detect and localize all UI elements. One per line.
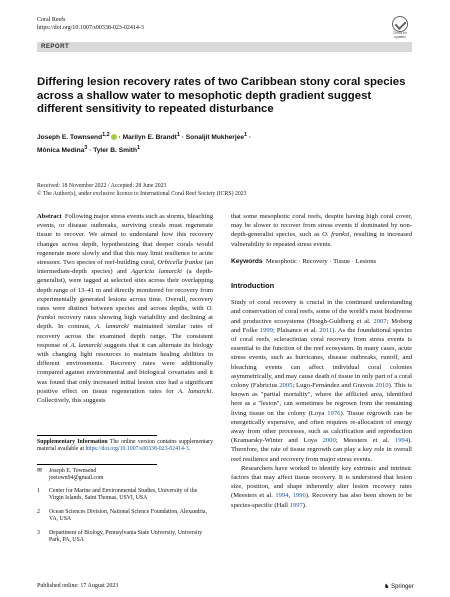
abstract-text: . Collectively, this suggests [37, 387, 213, 405]
supplementary-label: Supplementary Information [37, 439, 108, 445]
footnote-divider [37, 435, 157, 436]
affiliation [37, 530, 213, 544]
affiliation-number: 1 [37, 488, 40, 494]
correspondence [37, 468, 213, 482]
publisher-logo[interactable] [384, 583, 414, 590]
intro-text: ). This is known as "partial mortality", where the afflicted area, identified here as a "lesion", can sometimes be regrown from the remaining living tissue on the colony (Loya [231, 382, 412, 417]
species-name: A. lamarcki [95, 323, 129, 331]
intro-text: ; Lugo-Fernández and Gravois [292, 382, 376, 390]
citation-link[interactable]: 1994 [394, 437, 409, 445]
author-name[interactable]: Mônica Medina [37, 147, 85, 155]
affiliation [37, 509, 213, 523]
check-updates-label: Check for updates [393, 31, 407, 39]
author-separator: · [247, 134, 252, 142]
intro-paragraph [231, 298, 412, 464]
article-title: Differing lesion recovery rates of two Caribbean stony coral species across a shallow water to mesophotic depth gradient suggest different sensitivity to repeated disturbance [37, 76, 406, 116]
affiliation-text: Department of Biology, Pennsylvania State University, University Park, PA, USA [49, 530, 203, 543]
citation-link[interactable]: 1996 [292, 492, 306, 500]
keywords-label: Keywords [231, 257, 263, 265]
abstract-text: maintained similar rates of recovery across the examined depth range. The consistent response of [37, 323, 213, 349]
check-mark-icon [392, 16, 408, 32]
right-column [231, 212, 412, 510]
author-list [37, 130, 412, 156]
abstract-text: recovery rates showing high variability and declining at depth. In contrast, [37, 314, 213, 331]
citation-link[interactable]: 1976 [327, 409, 341, 417]
species-name: A. lamarcki [70, 341, 102, 349]
intro-text: , [288, 492, 293, 500]
section-heading: Introduction [231, 281, 275, 291]
supplementary-text: The online version contains supplementary material available at [37, 439, 214, 453]
intro-paragraph [231, 464, 412, 510]
received-accepted: Received: 18 November 2022 / Accepted: 28 June 2023 [37, 183, 167, 189]
intro-text: ; Meesters et al. [335, 437, 395, 445]
journal-name: Coral Reefs [37, 17, 66, 23]
abstract-label: Abstract [37, 213, 62, 220]
abstract-continuation [231, 212, 412, 249]
affiliation-number: 3 [37, 530, 40, 536]
author-name[interactable]: · Tyler B. Smith [87, 147, 138, 155]
supplementary-info [37, 439, 213, 454]
citation-link[interactable]: 2000 [322, 437, 336, 445]
species-name: O. franksi [37, 305, 213, 322]
species-name: Agaricia lamarcki [131, 268, 182, 276]
article-dates [37, 183, 412, 199]
section-label: REPORT [41, 43, 70, 50]
published-date: Published online: 17 August 2023 [37, 583, 119, 589]
species-name: Orbicella franksi [157, 259, 203, 267]
intro-text: ). Recovery has also been shown to be species-specific (Hall [231, 492, 413, 509]
footnote-divider [37, 464, 157, 465]
doi-link[interactable]: https://doi.org/10.1007/s00338-023-02414-3 [37, 25, 144, 31]
supplementary-link[interactable]: https://doi.org/10.1007/s00338-023-02414-3 [85, 446, 189, 453]
abstract-text: Following major stress events such as storms, bleaching events, or disease outbreaks, surviving corals must regenerate tissue to recover. We aimed to understand how this recovery changes across depth, hypothesizing that deeper corals would regenerate more slowly and that this may limit resilience to acute stressors. Two species of reef-building coral, [37, 213, 213, 267]
keywords [231, 257, 412, 266]
author-affiliation-sup: 1,2 [102, 132, 110, 138]
author-affiliation-sup: 1 [137, 145, 141, 152]
citation-link[interactable]: 1997 [289, 501, 303, 509]
intro-text: ). As the foundational species of coral reefs, scleractinian coral recovery from stress events is essential to the function of the reef ecosystem. In many cases, acute stress events, such as hurricanes, disease outbreaks, runoff, and bleaching events can affect individual coral colonies asymmetrically, and may cause death of tissue in only part of a coral colony (Fabricius [231, 326, 412, 390]
author-name[interactable]: Joseph E. Townsend [37, 134, 103, 142]
intro-text: Researchers have worked to identify key extrinsic and intrinsic factors that may affect tissue recovery. It is understood that lesion size, position, and shape inherently alter lesion recovery rates (Meesters et al. [231, 464, 412, 500]
author-name[interactable]: · Sonaljit Mukherjee [179, 134, 245, 142]
intro-text: ; Plaisance et al. [272, 326, 320, 334]
abstract-text: (an intermediate-depth species) and [37, 259, 213, 276]
citation-link[interactable]: 2005 [279, 382, 293, 390]
intro-text: ). Tissue regrowth can be energetically expensive, and often requires re-allocation of energy away from other processes, such as calcification and reproduction (Kramarsky-Winter and Loya [231, 409, 412, 445]
affiliation [37, 488, 213, 502]
intro-text: Study of coral recovery is crucial in the continued understanding and conservation of coral reefs, some of the world's most biodiverse and productive ecosystems (Hoegh-Guldberg et al. [231, 299, 412, 325]
intro-text: ). Therefore, the rate of tissue regrowth can play a key role in overall reef resilience and recovery from major stress events. [231, 437, 412, 463]
copyright-line: © The Author(s), under exclusive licence to International Coral Reef Society (ICRS) 2023 [37, 190, 247, 197]
author-name[interactable]: · Marilyn E. Brandt [116, 134, 177, 142]
citation-link[interactable]: 2011 [319, 326, 333, 334]
check-updates-badge[interactable] [390, 16, 410, 40]
abstract-text: (a depth-generalist), were tagged at selected sites across their overlapping depth range of 13–41 m and directly monitored for recovery from experimentally generated lesions across time. Overall, recovery rates were distinct between species and across depths, with [37, 268, 214, 313]
abstract-text: that some mesophotic coral reefs, despite having high coral cover, may be slower to recover from stress events if dominated by non-depth-generalist species, such as [231, 213, 412, 239]
affiliation-text: Ocean Sciences Division, National Science Foundation, Alexandria, VA, USA [49, 509, 207, 522]
intro-text: ; Moberg and Folke [231, 317, 412, 334]
affiliation-number: 2 [37, 509, 40, 515]
corresponding-author: Joseph E. Townsend [49, 468, 97, 474]
abstract [37, 212, 213, 405]
citation-link[interactable]: 1999 [259, 326, 273, 334]
section-bar [37, 42, 412, 52]
intro-text: ). [302, 501, 307, 509]
publisher-name: Springer [391, 584, 414, 590]
abstract-text: , resulting in increased vulnerability to repeated stress events. [231, 231, 413, 248]
species-name: O. franksi [322, 231, 350, 239]
keywords-list: Mesophotic · Recovery · Tissue · Lesions [265, 257, 377, 265]
species-name: A. lamarcki [178, 387, 212, 395]
author-affiliation-sup: 3 [84, 145, 88, 152]
citation-link[interactable]: 2010 [375, 382, 389, 390]
affiliation-text: Center for Marine and Environmental Studies, University of the Virgin Islands, Saint Thomas, USVI, USA [49, 488, 198, 501]
abstract-text: suggests that it can alternate its biology with changing light resources to maintain healing abilities in different environments. Recovery rates were additionally compared against environmental and biological covariates and it was found that only increased initial lesion size had a significant positive effect on tissue regeneration rates for [37, 341, 213, 395]
horse-icon: ♞ [384, 584, 390, 590]
citation-link[interactable]: 2007 [373, 317, 387, 325]
author-affiliation-sup: 1 [244, 132, 248, 138]
author-affiliation-sup: 1 [176, 132, 180, 138]
citation-link[interactable]: 1994 [275, 492, 289, 500]
corresponding-email[interactable]: joetown94@gmail.com [49, 475, 104, 481]
envelope-icon: ✉ [37, 468, 42, 474]
supplementary-end: . [188, 446, 191, 453]
